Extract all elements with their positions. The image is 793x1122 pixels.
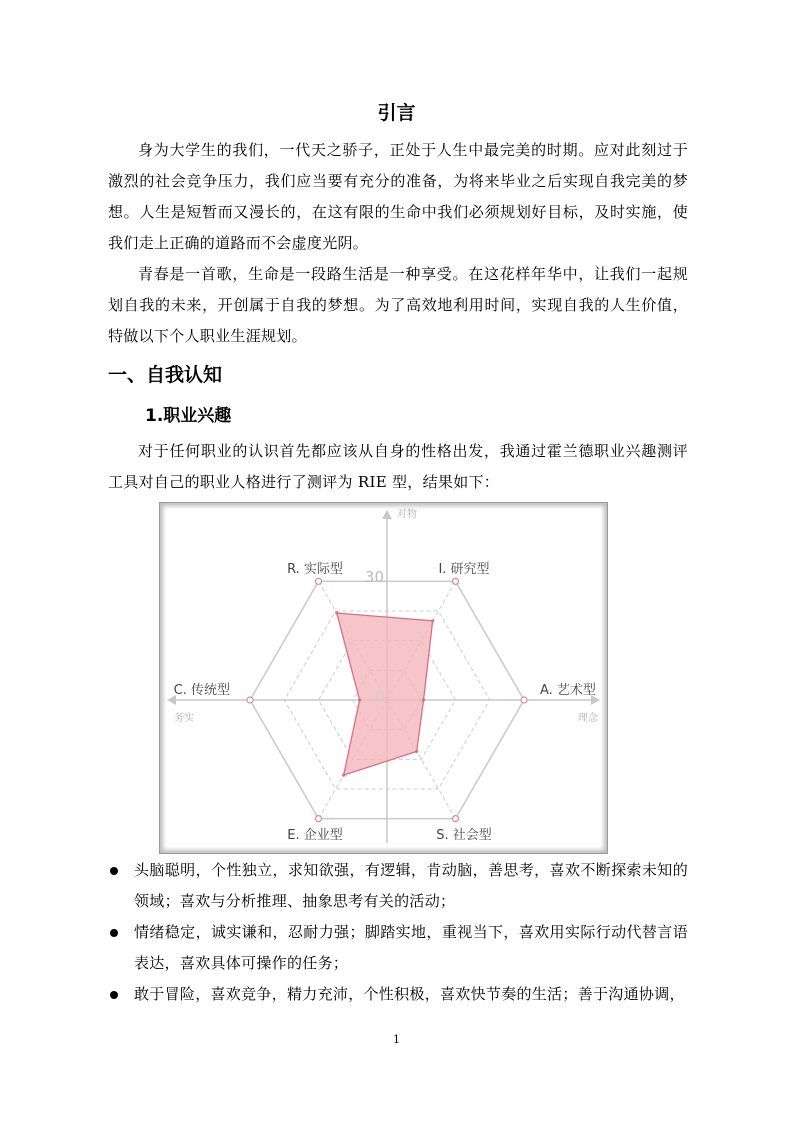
bullet-dot-icon — [110, 991, 118, 999]
radar-data-point — [431, 619, 434, 622]
axis-end-label-top: 对物 — [397, 509, 417, 520]
section-heading: 一、自我认知 — [108, 364, 223, 386]
radar-axis-label: A. 艺术型 — [540, 683, 596, 698]
page-title: 引言 — [377, 102, 416, 124]
radar-vertex-marker — [453, 578, 459, 584]
page-number: 1 — [393, 1033, 400, 1046]
radar-data-point — [358, 698, 361, 701]
list-item — [108, 855, 688, 917]
trait-list — [108, 855, 688, 1010]
list-item-text: 情绪稳定，诚实谦和，忍耐力强；脚踏实地，重视当下，喜欢用实际行动代替言语表达，喜欢具体可操作的任务； — [134, 923, 688, 972]
axis-end-label-right: 理念 — [578, 713, 598, 724]
intro-paragraph-2: 青春是一首歌，生命是一段路生活是一种享受。在这花样年华中，让我们一起规划自我的未来，开创属于自我的梦想。为了高效地利用时间，实现自我的人生价值，特做以下个人职业生涯规划。 — [108, 265, 688, 345]
radar-vertex-marker — [316, 578, 322, 584]
radar-data-point — [422, 698, 425, 701]
bullet-dot-icon — [110, 867, 118, 875]
holland-radar-chart — [160, 503, 607, 853]
interest-paragraph: 对于任何职业的认识首先都应该从自身的性格出发，我通过霍兰德职业兴趣测评工具对自己的职业人格进行了测评为 RIE 型，结果如下： — [108, 442, 688, 491]
radar-vertex-marker — [453, 816, 459, 822]
radar-axis-label: S. 社会型 — [436, 828, 492, 843]
radar-vertex-marker — [521, 697, 527, 703]
list-item — [108, 979, 688, 1010]
radar-data-point — [415, 750, 418, 753]
axis-end-label-left: 务实 — [174, 713, 194, 724]
subsection-heading: 1.职业兴趣 — [145, 406, 232, 426]
vertical-axis-arrow-icon — [382, 510, 392, 519]
intro-paragraph-1: 身为大学生的我们，一代天之骄子，正处于人生中最完美的时期。应对此刻过于激烈的社会竞争压力，我们应当要有充分的准备，为将来毕业之后实现自我完美的梦想。人生是短暂而又漫长的，在这有限的生命中我们必须规划好目标，及时实施，使我们走上正确的道路而不会虚度光阴。 — [108, 141, 688, 252]
radar-axis-label: I. 研究型 — [438, 562, 490, 577]
radar-tick-label: 0 — [375, 687, 385, 705]
list-item — [108, 917, 688, 979]
radar-tick-label: 30 — [364, 568, 384, 586]
list-item-text: 头脑聪明，个性独立，求知欲强，有逻辑，肯动脑，善思考，喜欢不断探索未知的领域；喜欢与分析推理、抽象思考有关的活动； — [134, 861, 688, 910]
radar-axis-label: C. 传统型 — [173, 683, 230, 698]
radar-chart-svg — [160, 503, 607, 853]
radar-vertex-marker — [247, 697, 253, 703]
bullet-dot-icon — [110, 929, 118, 937]
list-item-text: 敢于冒险，喜欢竞争，精力充沛，个性积极，喜欢快节奏的生活；善于沟通协调， — [134, 985, 685, 1003]
radar-data-point — [342, 774, 345, 777]
radar-axis-label: R. 实际型 — [287, 562, 343, 577]
radar-axis-label: E. 企业型 — [287, 828, 343, 843]
radar-data-point — [335, 611, 338, 614]
radar-vertex-marker — [316, 816, 322, 822]
